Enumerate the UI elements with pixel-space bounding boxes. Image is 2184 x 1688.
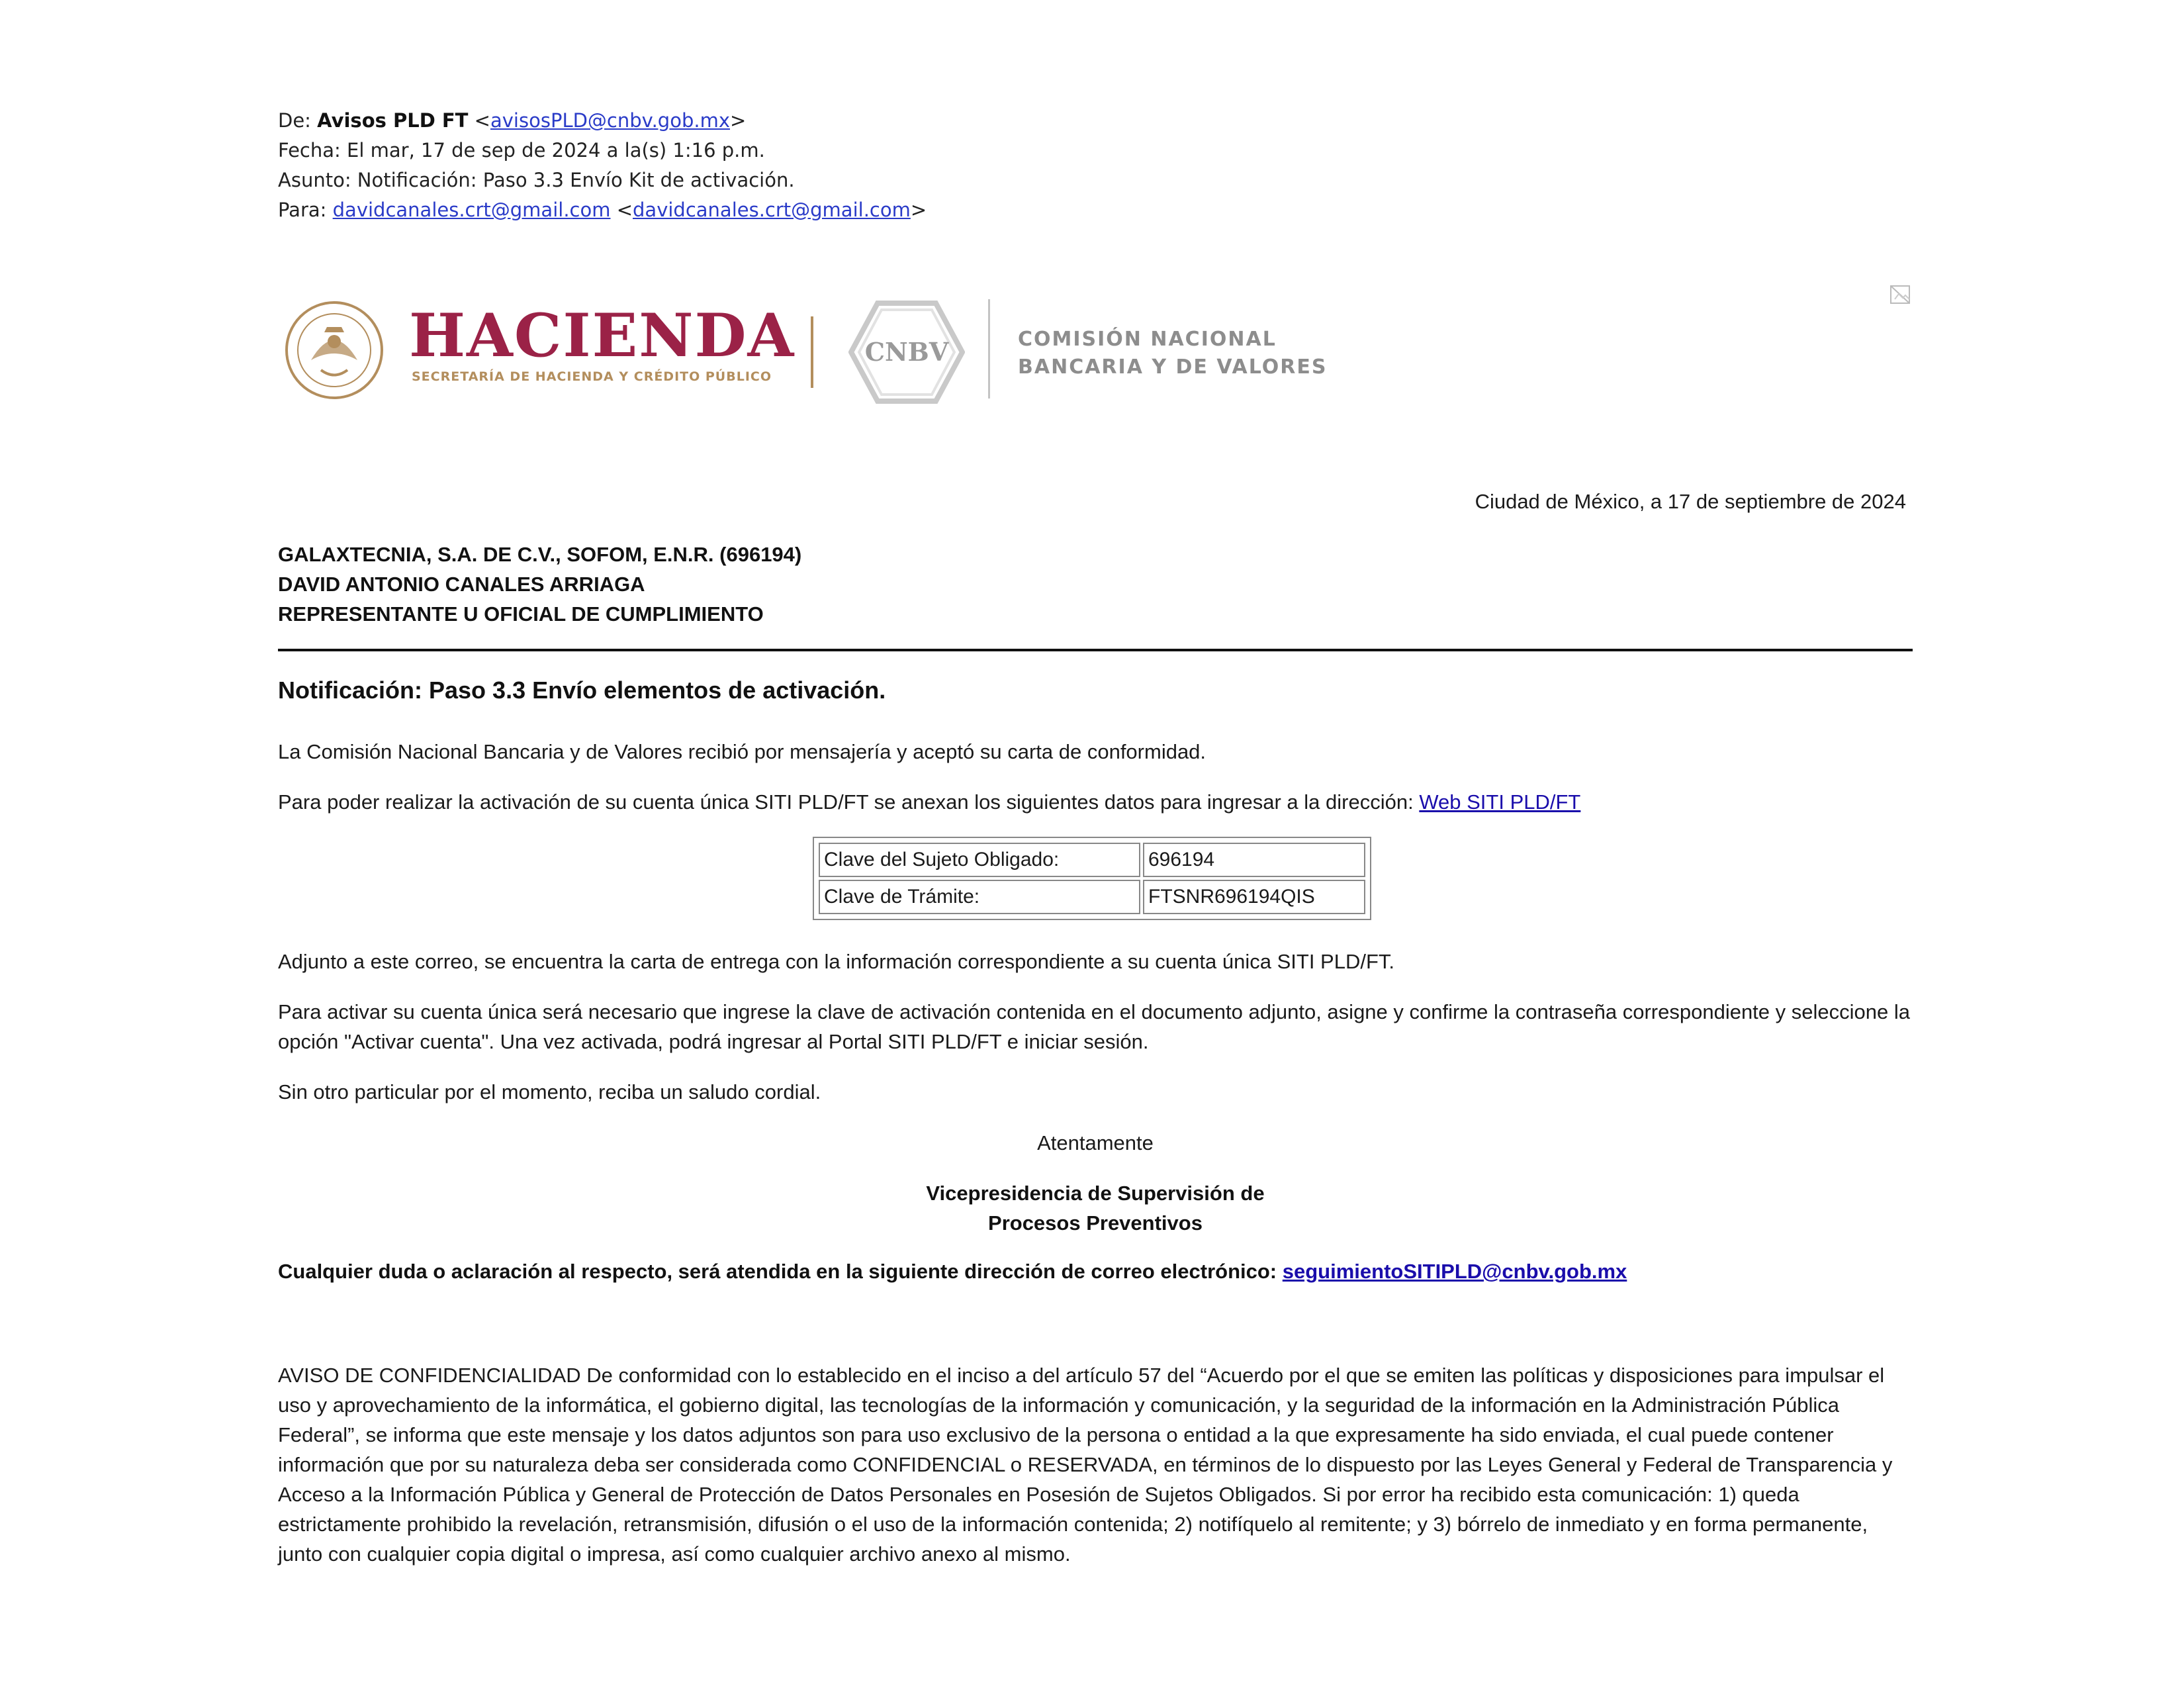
from-name: Avisos PLD FT — [317, 109, 469, 132]
institution-logos — [285, 291, 1343, 410]
hacienda-title: HACIENDA — [409, 301, 796, 371]
paragraph-activation-data — [278, 787, 1913, 817]
to-row: Para: davidcanales.crt@gmail.com <davidcanales.crt@gmail.com> — [278, 199, 927, 221]
recipient-block — [278, 539, 801, 629]
activation-data-table — [813, 837, 1371, 920]
signature-block — [278, 1178, 1913, 1238]
to-label: Para: — [278, 199, 327, 221]
table-row — [819, 880, 1365, 914]
hacienda-subtitle: SECRETARÍA DE HACIENDA Y CRÉDITO PÚBLICO — [412, 369, 772, 384]
table-row — [819, 843, 1365, 877]
paragraph-activation-text: Para poder realizar la activación de su cuenta única SITI PLD/FT se anexan los siguientes datos para ingresar a la dirección: — [278, 790, 1414, 814]
contact-email-link[interactable]: seguimientoSITIPLD@cnbv.gob.mx — [1282, 1260, 1627, 1283]
national-seal-icon — [285, 301, 384, 400]
web-siti-link[interactable]: Web SITI PLD/FT — [1419, 790, 1581, 814]
recipient-person: DAVID ANTONIO CANALES ARRIAGA — [278, 573, 645, 596]
table-value: FTSNR696194QIS — [1143, 880, 1365, 914]
contact-text: Cualquier duda o aclaración al respecto, será atendida en la siguiente dirección de correo electrónico: — [278, 1260, 1277, 1283]
table-key: Clave del Sujeto Obligado: — [819, 843, 1140, 877]
signature-line2: Procesos Preventivos — [988, 1211, 1203, 1235]
subject-row: Asunto: Notificación: Paso 3.3 Envío Kit de activación. — [278, 169, 795, 191]
broken-image-icon — [1889, 283, 1912, 306]
horizontal-rule — [278, 649, 1913, 651]
signature-line1: Vicepresidencia de Supervisión de — [926, 1182, 1265, 1205]
letter-subject: Notificación: Paso 3.3 Envío elementos de activación. — [278, 677, 886, 704]
paragraph-instructions: Para activar su cuenta única será necesario que ingrese la clave de activación contenida en el documento adjunto, asigne y confirme la contraseña correspondiente y seleccione la opción "Activar cuenta". Una vez activada, podrá ingresar al Portal SITI PLD/FT e iniciar sesión. — [278, 1000, 1910, 1053]
cnbv-name-line2: BANCARIA Y DE VALORES — [1018, 355, 1328, 379]
from-row: De: Avisos PLD FT <avisosPLD@cnbv.gob.mx> — [278, 109, 747, 132]
from-email-link[interactable]: avisosPLD@cnbv.gob.mx — [490, 109, 730, 132]
paragraph-attachment: Adjunto a este correo, se encuentra la carta de entrega con la información correspondiente a su cuenta única SITI PLD/FT. — [278, 950, 1395, 973]
date-row: Fecha: El mar, 17 de sep de 2024 a la(s) 1:16 p.m. — [278, 139, 765, 162]
to-email-link[interactable]: davidcanales.crt@gmail.com — [633, 199, 911, 221]
place-date: Ciudad de México, a 17 de septiembre de 2024 — [1475, 490, 1906, 513]
cnbv-name — [1018, 326, 1328, 381]
table-key: Clave de Trámite: — [819, 880, 1140, 914]
to-name-link[interactable]: davidcanales.crt@gmail.com — [332, 199, 611, 221]
from-label: De: — [278, 109, 311, 132]
paragraph-received: La Comisión Nacional Bancaria y de Valores recibió por mensajería y aceptó su carta de conformidad. — [278, 740, 1206, 763]
recipient-company: GALAXTECNIA, S.A. DE C.V., SOFOM, E.N.R. (696194) — [278, 543, 802, 566]
contact-line — [278, 1260, 1627, 1284]
confidentiality-notice: AVISO DE CONFIDENCIALIDAD De conformidad con lo establecido en el inciso a del artículo 57 del “Acuerdo por el que se emiten las políticas y disposiciones para impulsar el uso y aprovechamiento de la informática, el gobierno digital, las tecnologías de la información y comunicación, y la seguridad de la información en la Administración Pública Federal”, se informa que este mensaje y los datos adjuntos son para uso exclusivo de la persona o entidad a la que expresamente ha sido enviada, el cual puede contener información que por su naturaleza deba ser considerada como CONFIDENCIAL o RESERVADA, en términos de lo dispuesto por las Leyes General y Federal de Transparencia y Acceso a la Información Pública y General de Protección de Datos Personales en Posesión de Sujetos Obligados. Si por error ha recibido esta comunicación: 1) queda estrictamente prohibido la revelación, retransmisión, difusión o el uso de la información contenida; 2) notifíquelo al remitente; y 3) bórrelo de inmediato y en forma permanente, junto con cualquier copia digital o impresa, así como cualquier archivo anexo al mismo. — [278, 1364, 1893, 1566]
table-value: 696194 — [1143, 843, 1365, 877]
email-header — [278, 106, 927, 225]
closing-text: Atentamente — [1037, 1131, 1154, 1154]
logo-divider — [811, 316, 813, 388]
cnbv-name-line1: COMISIÓN NACIONAL — [1018, 328, 1277, 351]
paragraph-greeting: Sin otro particular por el momento, reciba un saludo cordial. — [278, 1080, 821, 1103]
cnbv-hexagon-logo — [848, 299, 965, 405]
recipient-role: REPRESENTANTE U OFICIAL DE CUMPLIMIENTO — [278, 602, 764, 626]
logo-divider-2 — [988, 299, 990, 399]
cnbv-mark-text: CNBV — [864, 337, 949, 367]
